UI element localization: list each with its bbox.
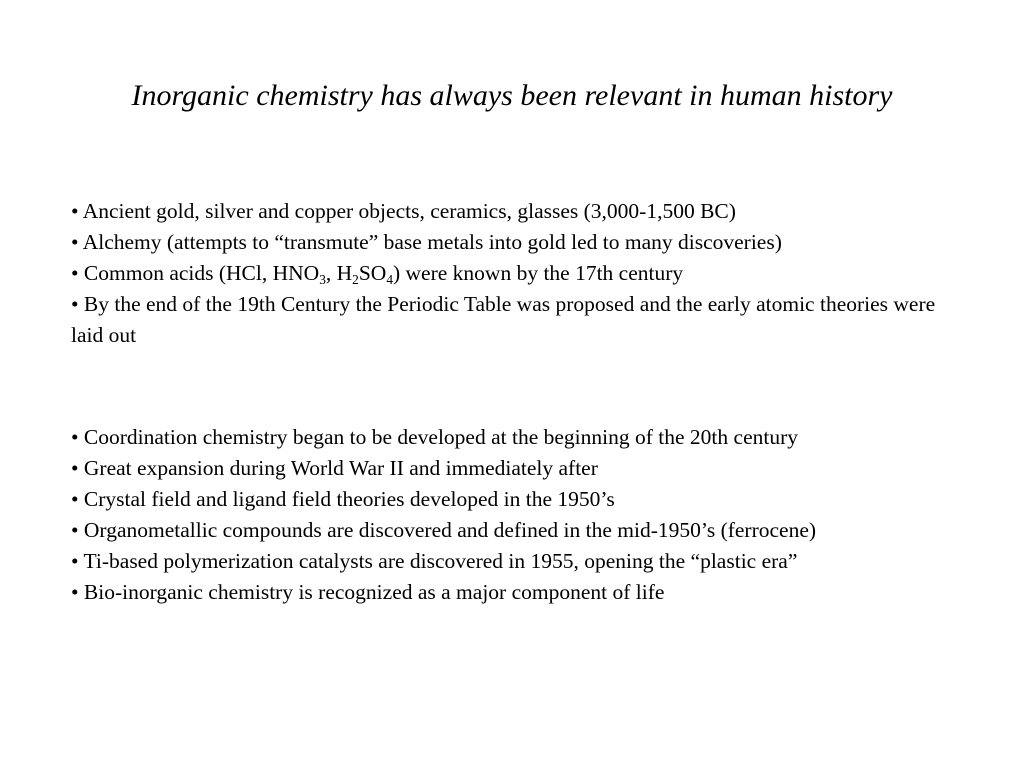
bullet-ww2-expansion: • Great expansion during World War II and immediately after: [71, 456, 598, 480]
acids-text-1: • Common acids (HCl, HNO: [71, 261, 320, 285]
acids-text-4: ) were known by the 17th century: [392, 261, 684, 285]
bullet-bioinorganic: • Bio-inorganic chemistry is recognized as a major component of life: [71, 580, 665, 604]
bullet-periodic-table: • By the end of the 19th Century the Periodic Table was proposed and the early atomic theories were laid out: [71, 292, 936, 347]
acids-text-2: , H: [325, 261, 353, 285]
bullet-crystal-field: • Crystal field and ligand field theories developed in the 1950’s: [71, 487, 615, 511]
acids-sub-2: 2: [352, 271, 359, 287]
slide-title: Inorganic chemistry has always been relevant in human history: [131, 79, 893, 112]
bullet-coordination-chemistry: • Coordination chemistry began to be developed at the beginning of the 20th century: [71, 425, 798, 449]
bullet-organometallic: • Organometallic compounds are discovered and defined in the mid-1950’s (ferrocene): [71, 518, 817, 542]
bullet-list-modern: [71, 422, 971, 608]
bullet-alchemy: • Alchemy (attempts to “transmute” base metals into gold led to many discoveries): [71, 230, 782, 254]
acids-sub-3: 3: [319, 271, 326, 287]
bullet-ancient-objects: • Ancient gold, silver and copper objects, ceramics, glasses (3,000-1,500 BC): [71, 199, 736, 223]
bullet-list-history: [71, 196, 971, 351]
acids-sub-4: 4: [386, 271, 393, 287]
acids-text-3: SO: [358, 261, 387, 285]
bullet-common-acids: [71, 258, 971, 289]
bullet-ti-catalysts: • Ti-based polymerization catalysts are discovered in 1955, opening the “plastic era”: [71, 549, 798, 573]
